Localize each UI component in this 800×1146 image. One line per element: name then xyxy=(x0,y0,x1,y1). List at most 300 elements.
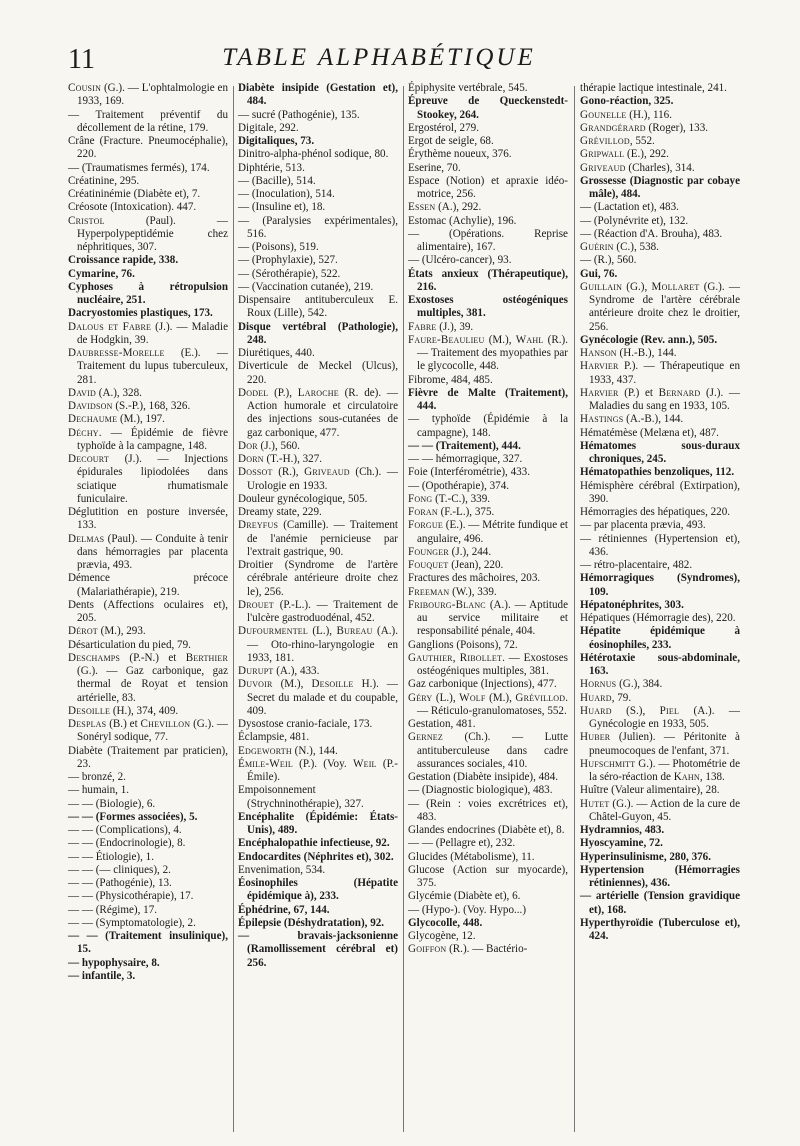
entry-text: (G.). — Syndrome de l'artère cérébrale antérieure droite chez le droitier, 256. xyxy=(589,280,741,333)
index-entry xyxy=(580,506,740,519)
index-column-1 xyxy=(68,82,228,983)
author-name: Wolf xyxy=(459,691,486,704)
entry-text: Dinitro-alpha-phénol sodique, 80. xyxy=(238,148,389,161)
author-name: Huard xyxy=(580,691,612,704)
entry-text: — (Prophylaxie), 527. xyxy=(238,254,338,267)
entry-text: Cymarine, 76. xyxy=(68,267,135,280)
entry-text: (A.). — Gynécologie en 1933, 505. xyxy=(589,704,741,730)
index-entry xyxy=(238,201,398,214)
entry-text: (A.-B.), 144. xyxy=(623,413,684,426)
entry-text: . — Exostoses ostéogéniques multiples, 381. xyxy=(417,651,568,677)
author-name: Berthier xyxy=(185,651,228,664)
entry-text: (J.). — Maladies du sang en 1933, 105. xyxy=(589,386,740,412)
author-name: Fouquet xyxy=(408,559,449,571)
index-entry xyxy=(68,957,228,970)
entry-text: Envenimation, 534. xyxy=(238,863,326,876)
index-entry xyxy=(68,506,228,533)
index-entry xyxy=(580,95,740,108)
author-name: Edgeworth xyxy=(238,744,292,757)
entry-text: Diabète (Traitement par praticien), 23. xyxy=(68,744,228,770)
index-entry xyxy=(238,215,398,242)
index-entry xyxy=(238,493,398,506)
index-entry xyxy=(68,268,228,281)
entry-text: (R. de). — Action humorale et circulatoire des injections sous-cutanées de gaz carbonique, 477. xyxy=(247,386,398,439)
index-entry xyxy=(580,360,740,387)
entry-text: (M.), 197. xyxy=(117,413,165,426)
entry-text: H.). — Secret du malade et du coupable, 409. xyxy=(247,678,398,717)
author-name: Drouet xyxy=(238,598,274,611)
entry-text: Hémisphère cérébral (Extirpation), 390. xyxy=(580,479,740,505)
index-entry xyxy=(238,877,398,904)
entry-text: Grossesse (Diagnostic par cobaye mâle), 484. xyxy=(580,174,740,200)
entry-text: (B.) et xyxy=(106,718,141,730)
entry-text: Ergostérol, 279. xyxy=(408,121,479,134)
entry-text: (G.), xyxy=(622,280,652,293)
index-entry xyxy=(580,784,740,797)
entry-text: Désarticulation du pied, 79. xyxy=(68,638,191,651)
index-entry xyxy=(68,215,228,255)
author-name: Guillain xyxy=(580,280,623,293)
entry-text: Dents (Affections oculaires et), 205. xyxy=(68,598,228,624)
entry-text: (E.), 292. xyxy=(624,148,669,161)
entry-text: (J.), 39. xyxy=(436,320,474,333)
index-entry xyxy=(408,678,568,691)
entry-text: (Paul). — Conduite à tenir dans hémorragies par placenta prævia, 493. xyxy=(77,532,228,571)
entry-text: (G.). — Sonéryl sodique, 77. xyxy=(77,718,229,744)
entry-text: (J.), 560. xyxy=(257,439,300,452)
author-name: Founger xyxy=(408,545,449,558)
entry-text: Hépatite épidémique à éosinophiles, 233. xyxy=(580,625,740,651)
index-entry xyxy=(68,427,228,454)
entry-text: Ganglions (Poisons), 72. xyxy=(408,638,518,651)
index-entry xyxy=(408,268,568,295)
index-entry xyxy=(580,201,740,214)
entry-text: Fièvre de Malte (Traitement), 444. xyxy=(408,386,568,412)
entry-text: Dispensaire antituberculeux E. Roux (Lille), 542. xyxy=(238,294,398,320)
entry-text: P.). — Thérapeutique en 1933, 437. xyxy=(589,360,740,386)
entry-text: — (Rein : voies excrétrices et), 483. xyxy=(408,797,568,823)
index-entry xyxy=(580,758,740,785)
entry-text: — bronzé, 2. xyxy=(68,771,126,783)
index-entry xyxy=(580,572,740,599)
index-entry xyxy=(68,970,228,983)
entry-text: Crâne (Fracture. Pneumocéphalie), 220. xyxy=(68,135,228,161)
entry-text: — (Traumatismes fermés), 174. xyxy=(68,161,210,174)
entry-text: Droitier (Syndrome de l'artère cérébrale antérieure droite chez le), 256. xyxy=(238,559,398,598)
entry-text: Dacryostomies plastiques, 173. xyxy=(68,307,213,320)
entry-text: (S.), xyxy=(611,704,660,717)
author-name: Daubresse-Morelle xyxy=(68,347,165,359)
entry-text: thérapie lactique intestinale, 241. xyxy=(580,82,727,94)
index-entry xyxy=(238,599,398,626)
entry-text: — — (Traitement), 444. xyxy=(408,439,521,452)
index-entry xyxy=(238,387,398,440)
entry-text: Digitaliques, 73. xyxy=(238,135,315,147)
entry-text: (H.), 374, 409. xyxy=(110,704,179,717)
index-entry xyxy=(408,837,568,850)
author-name: Essen xyxy=(408,201,436,214)
entry-text: — rétro-placentaire, 482. xyxy=(580,559,693,571)
index-entry xyxy=(580,254,740,267)
index-entry xyxy=(68,930,228,957)
entry-text: Gynécologie (Rev. ann.), 505. xyxy=(580,333,718,346)
index-entry xyxy=(238,122,398,135)
index-entry xyxy=(408,387,568,414)
index-entry xyxy=(238,162,398,175)
index-entry xyxy=(408,440,568,453)
author-name: Dérot xyxy=(68,625,98,638)
entry-text: — — (Biologie), 6. xyxy=(68,797,156,810)
page-title: TABLE ALPHABÉTIQUE xyxy=(222,44,536,71)
author-name: Faure-Beaulieu xyxy=(408,333,485,346)
entry-text: — — (Physicothérapie), 17. xyxy=(68,890,194,903)
author-name: David xyxy=(68,386,96,399)
entry-text: Hyperinsulinisme, 280, 376. xyxy=(580,850,711,863)
index-entry xyxy=(408,162,568,175)
author-name: Guérin xyxy=(580,241,614,253)
entry-text: — (Inoculation), 514. xyxy=(238,188,335,200)
author-name: Fabre xyxy=(408,320,437,333)
entry-text: (W.), 339. xyxy=(449,585,497,598)
author-name: Déchy xyxy=(68,426,99,439)
index-entry xyxy=(408,374,568,387)
index-entry xyxy=(238,758,398,785)
index-entry xyxy=(238,347,398,360)
author-name: Hastings xyxy=(580,413,624,426)
entry-text: Hématémèse (Melæna et), 487. xyxy=(580,426,719,439)
index-entry xyxy=(68,387,228,400)
entry-text: (L.), xyxy=(432,691,460,704)
index-entry xyxy=(408,586,568,599)
index-entry xyxy=(408,493,568,506)
entry-text: (R.). — Bactério- xyxy=(446,943,528,956)
index-entry xyxy=(580,731,740,758)
entry-text: Déglutition en posture inversée, 133. xyxy=(68,506,228,532)
index-entry xyxy=(238,519,398,559)
index-entry xyxy=(580,519,740,532)
entry-text: Hypertension (Hémorragies rétiniennes), 436. xyxy=(580,863,740,889)
entry-text: , 552. xyxy=(629,135,655,147)
author-name: Deschamps xyxy=(68,651,121,664)
entry-text: Éclampsie, 481. xyxy=(238,731,310,744)
entry-text: (Ch.). — Lutte antituberculeuse dans cadre assurances sociales, 410. xyxy=(417,731,568,770)
index-entry xyxy=(408,321,568,334)
entry-text: — (Polynévrite et), 132. xyxy=(580,214,689,227)
entry-text: Fibrome, 484, 485. xyxy=(408,373,493,386)
index-entry xyxy=(68,307,228,320)
index-entry xyxy=(68,877,228,890)
index-entry xyxy=(408,294,568,321)
entry-text: — — (Symptomatologie), 2. xyxy=(68,916,196,929)
index-entry xyxy=(580,837,740,850)
author-name: Forgue xyxy=(408,519,443,532)
entry-text: Huître (Valeur alimentaire), 28. xyxy=(580,784,720,797)
author-name: Cousin xyxy=(68,82,102,94)
entry-text: Hyoscyamine, 72. xyxy=(580,837,663,850)
index-entry xyxy=(408,692,568,719)
entry-text: Diurétiques, 440. xyxy=(238,347,315,359)
entry-text: (P.), xyxy=(268,386,298,399)
entry-text: — (Hypo-). (Voy. Hypo...) xyxy=(408,903,527,916)
index-entry xyxy=(408,864,568,891)
index-entry xyxy=(580,268,740,281)
entry-text: (G.). — Action de la cure de Châtel-Guyon, 45. xyxy=(589,797,740,823)
author-name: Decourt xyxy=(68,453,109,465)
entry-text: (Charles), 314. xyxy=(625,161,695,174)
entry-text: (A.). — Aptitude au service militaire et responsabilité pénale, 404. xyxy=(417,598,568,638)
author-name: Hornus xyxy=(580,678,617,691)
index-entry xyxy=(408,546,568,559)
index-entry xyxy=(580,427,740,440)
index-entry xyxy=(580,533,740,560)
author-name: Géry xyxy=(408,691,433,704)
entry-text: Épilepsie (Déshydratation), 92. xyxy=(238,916,385,929)
index-entry xyxy=(580,109,740,122)
index-entry xyxy=(238,82,398,109)
index-entry xyxy=(580,135,740,148)
index-entry xyxy=(408,731,568,771)
entry-text: — — Étiologie), 1. xyxy=(68,850,154,863)
index-entry xyxy=(580,162,740,175)
entry-text: (L.), xyxy=(307,625,337,638)
entry-text: — (R.), 560. xyxy=(580,254,637,267)
index-entry xyxy=(408,824,568,837)
index-entry xyxy=(408,559,568,572)
index-entry xyxy=(580,241,740,254)
index-entry xyxy=(238,917,398,930)
index-entry xyxy=(238,321,398,348)
entry-text: Fractures des mâchoires, 203. xyxy=(408,572,541,585)
index-entry xyxy=(408,480,568,493)
author-name: Dechaume xyxy=(68,413,118,426)
index-entry xyxy=(580,413,740,426)
entry-text: Gestation (Diabète insipide), 484. xyxy=(408,771,559,783)
author-name: Dossot xyxy=(238,466,273,479)
entry-text: — typhoïde (Épidémie à la campagne), 148. xyxy=(408,413,568,439)
index-entry xyxy=(68,718,228,745)
entry-text: — — (Traitement insulinique), 15. xyxy=(68,930,228,956)
entry-text: Ergot de seigle, 68. xyxy=(408,135,494,147)
index-entry xyxy=(68,400,228,413)
index-entry xyxy=(68,851,228,864)
index-entry xyxy=(408,506,568,519)
entry-text: — (Lactation et), 483. xyxy=(580,201,679,214)
entry-text: Empoisonnement (Strychninothérapie), 327. xyxy=(238,784,364,810)
index-entry xyxy=(68,533,228,573)
index-entry xyxy=(238,109,398,122)
entry-text: G.). — Photométrie de la séro-réaction de xyxy=(589,757,740,783)
index-entry xyxy=(580,824,740,837)
entry-text: — — hémorragique, 327. xyxy=(408,453,523,465)
author-name: Harvier xyxy=(580,386,619,399)
index-entry xyxy=(408,771,568,784)
column-divider xyxy=(233,86,234,1132)
entry-text: (G.), 384. xyxy=(616,678,663,691)
index-entry xyxy=(68,864,228,877)
entry-text: Érythème noueux, 376. xyxy=(408,148,512,161)
index-entry xyxy=(68,599,228,626)
index-entry xyxy=(580,705,740,732)
author-name: Bureau xyxy=(336,625,373,638)
author-name: Chevillon xyxy=(140,718,191,730)
entry-text: Épiphysite vertébrale, 545. xyxy=(408,82,528,94)
index-entry xyxy=(238,678,398,718)
index-entry xyxy=(238,360,398,387)
entry-text: (P.) et xyxy=(618,386,659,399)
entry-text: — (Diagnostic biologique), 483. xyxy=(408,784,553,797)
author-name: Mollaret xyxy=(651,280,700,293)
entry-text: Glucides (Métabolisme), 11. xyxy=(408,850,535,863)
entry-text: Douleur gynécologique, 505. xyxy=(238,492,368,505)
index-entry xyxy=(238,241,398,254)
entry-text: Cyphoses à rétropulsion nucléaire, 251. xyxy=(68,280,228,306)
author-name: Gripwall xyxy=(580,148,625,161)
author-name: Grandgérard xyxy=(580,121,646,134)
entry-text: Éphédrine, 67, 144. xyxy=(238,903,330,916)
index-entry xyxy=(238,188,398,201)
entry-text: (A.). — Oto-rhino-laryngologie en 1933, 181. xyxy=(247,625,398,664)
author-name: Durupt xyxy=(238,665,274,677)
entry-text: — — (Pellagre et), 232. xyxy=(408,837,516,850)
entry-text: (M.), 293. xyxy=(97,625,146,638)
index-columns xyxy=(68,82,740,1142)
author-name: Huber xyxy=(580,731,611,744)
index-entry xyxy=(408,519,568,546)
index-entry xyxy=(580,798,740,825)
index-entry xyxy=(68,784,228,797)
index-entry xyxy=(580,82,740,95)
index-entry xyxy=(408,122,568,135)
entry-text: Eserine, 70. xyxy=(408,161,461,174)
entry-text: Gaz carbonique (Injections), 477. xyxy=(408,678,557,691)
index-entry xyxy=(238,811,398,838)
entry-text: — rétiniennes (Hypertension et), 436. xyxy=(580,532,740,558)
entry-text: — (Opothérapie), 374. xyxy=(408,479,510,492)
entry-text: Endocardites (Néphrites et), 302. xyxy=(238,850,394,863)
author-name: Fong xyxy=(408,492,433,505)
author-name: Grévillod xyxy=(515,691,566,704)
index-entry xyxy=(238,148,398,161)
entry-text: Estomac (Achylie), 196. xyxy=(408,214,517,227)
entry-text: Espace (Notion) et apraxie idéo-motrice, 256. xyxy=(408,174,568,200)
index-entry xyxy=(68,824,228,837)
author-name: Harvier xyxy=(580,360,619,373)
index-entry xyxy=(408,943,568,956)
index-column-4 xyxy=(580,82,740,943)
index-entry xyxy=(68,188,228,201)
index-entry xyxy=(238,268,398,281)
index-entry xyxy=(408,572,568,585)
index-entry xyxy=(238,665,398,678)
index-entry xyxy=(408,890,568,903)
index-entry xyxy=(68,109,228,136)
index-entry xyxy=(238,506,398,519)
index-entry xyxy=(580,215,740,228)
entry-text: (M.), xyxy=(484,333,516,346)
index-entry xyxy=(238,175,398,188)
entry-text: (Jean), 220. xyxy=(448,559,504,571)
entry-text: — (Poisons), 519. xyxy=(238,241,319,253)
author-name: Griveaud xyxy=(304,466,350,479)
index-entry xyxy=(580,917,740,944)
entry-text: Encéphalopathie infectieuse, 92. xyxy=(238,837,390,850)
author-name: Piel xyxy=(659,704,680,717)
entry-text: (P.-L.). — Traitement de l'ulcère gastroduodénal, 452. xyxy=(247,598,398,624)
index-entry xyxy=(408,148,568,161)
index-entry xyxy=(68,175,228,188)
entry-text: — — (Formes associées), 5. xyxy=(68,810,198,823)
index-entry xyxy=(408,904,568,917)
index-entry xyxy=(68,904,228,917)
index-entry xyxy=(408,930,568,943)
index-entry xyxy=(580,387,740,414)
index-column-3 xyxy=(408,82,568,957)
entry-text: (S.-P.), 168, 326. xyxy=(112,400,191,412)
entry-text: Créosote (Intoxication). 447. xyxy=(68,201,197,214)
entry-text: Hémorragies des hépatiques, 220. xyxy=(580,506,731,518)
author-name: Delmas xyxy=(68,532,105,545)
entry-text: — (Sérothérapie), 522. xyxy=(238,267,341,280)
index-entry xyxy=(68,811,228,824)
index-entry xyxy=(580,347,740,360)
index-entry xyxy=(580,466,740,479)
entry-text: . — Réticulo-granulomatoses, 552. xyxy=(417,691,568,717)
entry-text: — Traitement préventif du décollement de la rétine, 179. xyxy=(68,108,228,134)
index-entry xyxy=(238,254,398,267)
entry-text: (T.-C.), 339. xyxy=(432,492,491,505)
index-entry xyxy=(68,201,228,214)
index-entry xyxy=(408,334,568,374)
entry-text: (M.), xyxy=(485,691,516,704)
author-name: Davidson xyxy=(68,400,113,412)
index-entry xyxy=(580,851,740,864)
index-entry xyxy=(408,784,568,797)
author-name: Dufourmentel xyxy=(238,625,308,638)
entry-text: — par placenta prævia, 493. xyxy=(580,519,706,532)
entry-text: — (Paralysies expérimentales), 516. xyxy=(238,214,398,240)
author-name: Gounelle xyxy=(580,108,627,121)
author-name: Desoille xyxy=(68,704,111,717)
entry-text: — (Vaccination cutanée), 219. xyxy=(238,280,374,293)
entry-text: (T.-H.), 327. xyxy=(263,453,323,465)
entry-text: Gui, 76. xyxy=(580,267,618,280)
author-name: Griveaud xyxy=(580,161,626,174)
entry-text: Encéphalite (Épidémie: États-Unis), 489. xyxy=(238,810,398,836)
index-entry xyxy=(68,572,228,599)
index-entry xyxy=(238,466,398,493)
index-entry xyxy=(68,347,228,387)
entry-text: Hépatiques (Hémorragie des), 220. xyxy=(580,612,736,624)
page-header xyxy=(68,40,690,80)
entry-text: . — Épidémie de fièvre typhoïde à la campagne, 148. xyxy=(77,426,228,452)
index-entry xyxy=(408,201,568,214)
index-entry xyxy=(580,480,740,507)
index-entry xyxy=(68,771,228,784)
index-entry xyxy=(68,162,228,175)
entry-text: Croissance rapide, 338. xyxy=(68,254,179,267)
index-entry xyxy=(68,890,228,903)
entry-text: (Julien). — Péritonite à pneumocoques de l'enfant, 371. xyxy=(589,731,740,757)
entry-text: Gestation, 481. xyxy=(408,718,476,730)
index-entry xyxy=(68,254,228,267)
index-entry xyxy=(580,612,740,625)
index-entry xyxy=(408,917,568,930)
author-name: Bernard xyxy=(658,386,701,399)
author-name: Kahn xyxy=(673,771,700,783)
index-entry xyxy=(580,559,740,572)
index-entry xyxy=(68,639,228,652)
index-entry xyxy=(68,281,228,308)
